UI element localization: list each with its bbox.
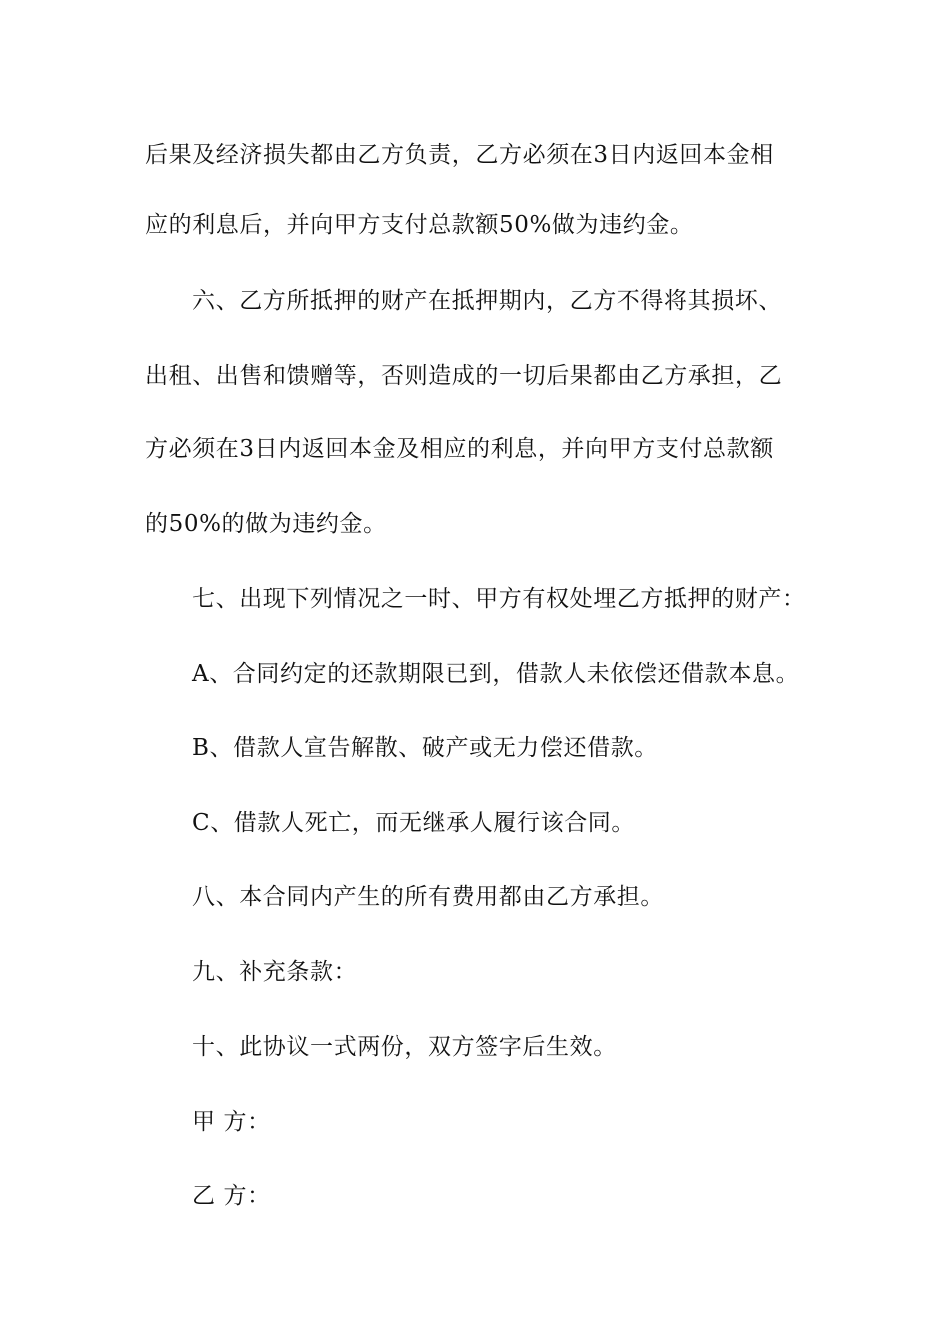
clause-7-item-b: B、借款人宣告解散、破产或无力偿还借款。 — [192, 735, 658, 761]
clause-5-continued-line-1: 后果及经济损失都由乙方负责，乙方必须在3日内返回本金相 — [145, 142, 774, 168]
clause-6-line-1: 六、乙方所抵押的财产在抵押期内，乙方不得将其损坏、 — [192, 288, 782, 314]
clause-7-heading: 七、出现下列情况之一时、甲方有权处埋乙方抵押的财产： — [192, 586, 806, 612]
clause-9: 九、补充条款： — [192, 959, 358, 985]
clause-6-line-2: 出租、出售和馈赠等，否则造成的一切后果都由乙方承担，乙 — [145, 363, 783, 389]
clause-6-line-4: 的50%的做为违约金。 — [145, 511, 387, 537]
party-b-signature-line: 乙 方： — [192, 1183, 271, 1209]
clause-7-item-a: A、合同约定的还款期限已到，借款人未依偿还借款本息。 — [192, 661, 800, 687]
clause-7-item-c: C、借款人死亡，而无继承人履行该合同。 — [192, 810, 635, 836]
party-a-signature-line: 甲 方： — [192, 1109, 271, 1135]
clause-6-line-3: 方必须在3日内返回本金及相应的利息，并向甲方支付总款额 — [145, 436, 774, 462]
clause-10: 十、此协议一式两份，双方签字后生效。 — [192, 1034, 617, 1060]
clause-8: 八、本合同内产生的所有费用都由乙方承担。 — [192, 884, 664, 910]
clause-5-continued-line-2: 应的利息后，并向甲方支付总款额50%做为违约金。 — [145, 212, 694, 238]
